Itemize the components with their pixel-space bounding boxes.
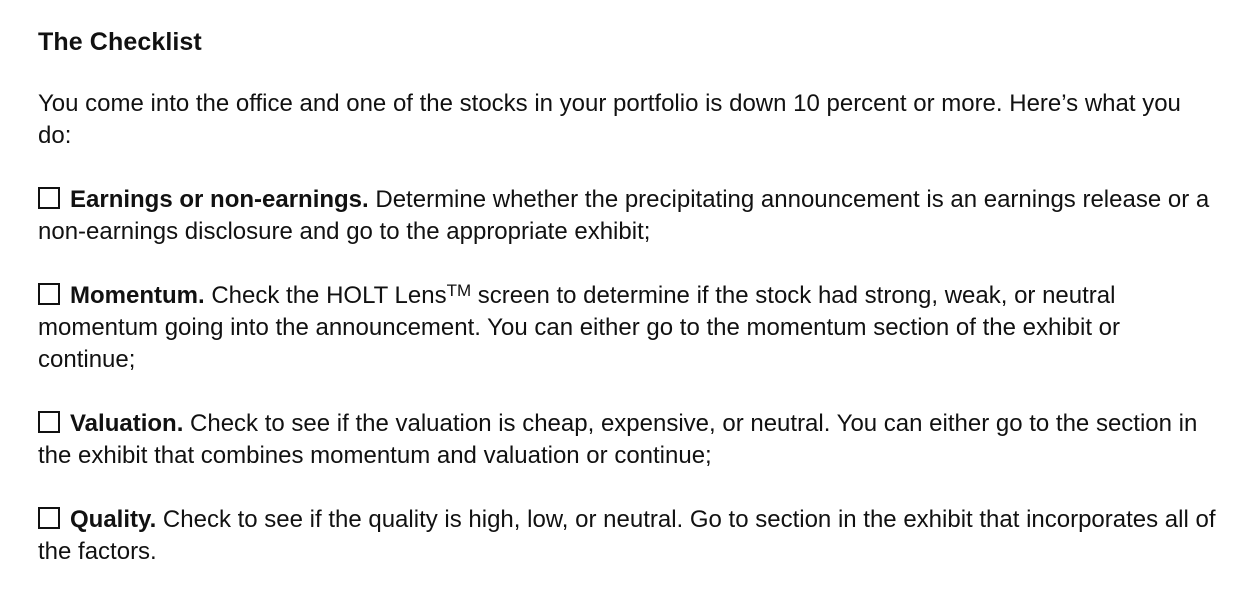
checklist-item-lead: Quality. [70,506,157,533]
checklist-item-text: Determine whether the precipitating announcement is an earnings release or a non-earnings disclosure and go to the appropriate exhibit; [38,186,1210,245]
checklist-item-text: Check the HOLT Lens [211,282,447,309]
checklist-item-valuation [38,408,1218,472]
checkbox[interactable] [38,411,60,433]
checklist-item-lead: Momentum. [70,282,205,309]
checkbox[interactable] [38,507,60,529]
page-title: The Checklist [38,28,202,56]
checklist-document [38,26,1218,600]
trademark-symbol: TM [446,281,472,300]
checklist-item-momentum [38,280,1218,376]
checklist-item-text: Check to see if the quality is high, low, or neutral. Go to section in the exhibit that incorporates all of the factors. [38,506,1216,565]
checkbox[interactable] [38,283,60,305]
intro-paragraph: You come into the office and one of the stocks in your portfolio is down 10 percent or more. Here’s what you do: [38,90,1181,149]
checklist-item-quality [38,504,1218,568]
checklist-item-text: screen to determine if the stock had strong, weak, or neutral momentum going into the announcement. You can either go to the momentum section of the exhibit or continue; [38,282,1121,373]
checklist-item-lead: Earnings or non-earnings. [70,186,369,213]
checklist-item-lead: Valuation. [70,410,184,437]
checklist-item-text: Check to see if the valuation is cheap, expensive, or neutral. You can either go to the section in the exhibit that combines momentum and valuation or continue; [38,410,1198,469]
checklist-item-earnings [38,184,1218,248]
checkbox[interactable] [38,187,60,209]
